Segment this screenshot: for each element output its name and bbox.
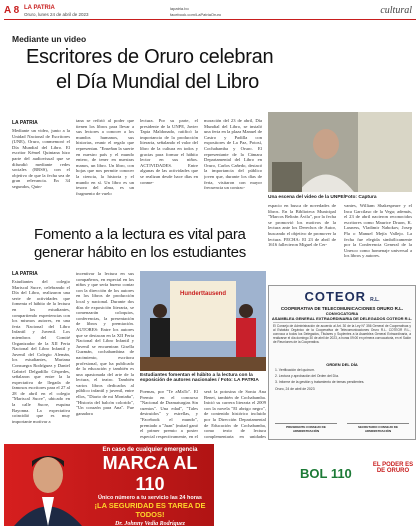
article2-headline-1: Fomento a la lectura es vital para <box>34 226 246 243</box>
banner-line4: ¡LA SEGURIDAD ES TAREA DE TODOS! <box>94 501 206 519</box>
article2-photo-caption: Estudiantes fomentan el hábito a la lectura con la exposición de autores nacionales / Foto: LA PATRIA <box>140 373 259 383</box>
article1-col2: tana se refirió al poder que tienen los libros para llevar a sus lectores a conocer a los mundos humanos, sus historias, reunir el regalo que representan. "Enseñan la suerte en nuestro país y el mundo entero, de tener en nuestras manos, un libro. Un libro, con hojas que nos permite conocer la ciencia, la historia y el mundo en sí. Un libro es un tesoro del alma, es un fragmento de vuelo <box>76 118 134 196</box>
article1-headline-1: Escritores de Oruro celebran <box>26 46 274 68</box>
bol110-logo: BOL 110 <box>300 466 352 481</box>
coteor-body: El Consejo de Administración de acuerdo al Art. 30 de la Ley N° 356 General de Cooperativas y al Estatuto Orgánico de la Cooperativa de Telecomunicaciones Oruro R.L. COTEOR R.L., convoca a todos los Delegados, Titulares y Suplentes a la Asamblea General Extraordinaria, a realizarse el día domingo 30 de abril de 2023, a horas 09:00 en primera convocatoria, en el Salón de Reuniones de la Cooperativa. <box>273 324 411 344</box>
article1-headline-2: el Día Mundial del Libro <box>56 71 259 93</box>
page-number: A 8 <box>4 5 20 16</box>
banner-text-block <box>90 447 210 527</box>
article2-col3: Poemas, por "Te aMaTo". El Premio en el concurso "Nacional de Dramaturgias Sin cuentos". Una edad", "Tales destruidos" y estrellas, y "Facebook el mundo", premiado a "Juan" (mitad ganó el primer premio a poster especial respectivamente, en el <box>140 389 198 439</box>
photo2-sign-text: Hunderttausend <box>179 291 227 297</box>
coteor-orden: ORDEN DEL DÍA <box>326 362 358 367</box>
oruro-poder-logo: EL PODER ES DE ORURO <box>372 462 414 474</box>
coteor-item1: 1. Verificación del quórum. <box>275 368 315 372</box>
article1-col3: lectura. Por su parte, el presidente de la UNPE, Javier Tapia Maldonado, ratificó la importancia de la producción literaria, señalando el valor del libro de la cultura en todos y gracias para formar el hábito lector en sus niños. ACTIVIDADES. Entre algunas de las actividades que se realizan desde hace días en conme- <box>140 118 198 185</box>
governor-portrait <box>8 447 88 526</box>
coteor-footer: Oruro, 24 de abril de 2023 <box>275 387 315 391</box>
students-photo-image <box>140 271 266 371</box>
coteor-item3: 3. Informe de la gestión y tratamiento de temas pendientes. <box>275 380 365 384</box>
coteor-convocatoria: CONVOCATORIA <box>325 311 359 316</box>
header-rule <box>4 19 416 20</box>
article1-photo-caption: Una escena del video de la UNPE/Foto: Captura <box>268 195 377 200</box>
issue-date: Oruro, lunes 24 de abril de 2023 <box>24 12 89 17</box>
video-still-image <box>268 112 412 192</box>
banner-signature: Dr. Johnny Vedia Rodríguez <box>114 521 186 527</box>
article1-kicker: Mediante un video <box>12 34 87 44</box>
ad-rule <box>273 322 411 323</box>
coteor-title: COOPERATIVA DE TELECOMUNICACIONES ORURO R.L. <box>280 306 404 311</box>
banner-line1: En caso de cualquier emergencia <box>102 447 198 453</box>
coteor-ad <box>268 285 416 440</box>
article1-col4: moración del 23 de abril, Día Mundial del Libro, se instaló una feria en la plaza Manuel de Castro y Padilla con expositores de La Paz, Potosí, Cochabamba y Oruro. El representante de la Cámara Departamental del Libro en Oruro, Carlos Cañedo, destacó la importancia del público joven que, durante los días de feria, visitaron con mayor frecuencia un contrac- <box>204 118 262 191</box>
article1-col1: Mediante un video, junto a la Unidad Nacional de Escritores (UNE), Oruro, conmemoró el Día Mundial del Libro. El escritor Kémel Quintana hizo parte del audiovisual que se difundió mediante redes sociales (RRSS), con el objetivo de que la fecha sea de gran relevancia. En 34 segundos, Quin- <box>12 128 70 189</box>
article2-photo <box>140 271 266 371</box>
article1-photo <box>268 112 412 192</box>
article1-byline: LA PATRIA <box>12 120 38 126</box>
article2-byline: LA PATRIA <box>12 271 38 277</box>
coteor-subtitle: ASAMBLEA GENERAL EXTRAORDINARIA DE DELEGADOS COTEOR R.L. <box>271 316 413 321</box>
coteor-sign-left: PRESIDENTE CONSEJO DE ADMINISTRACIÓN <box>275 423 337 433</box>
article1-col6: vantes, William Shakespeare y el Inca Garcilaso de la Vega; además, el 23 de abril nacieron reconocidos escritores como Maurice Druon, K. Laxness, Vladimir Nabokov, Josep Pla o Manuel Mejía Vallejo. La fecha fue elegida simbólicamente por la Conferencia General de la Unesco como homenaje universal a los libros y autores. <box>344 203 412 259</box>
newspaper-logo: LA PATRIA <box>24 5 55 11</box>
coteor-logo: COTEOR <box>304 289 367 304</box>
article2-headline-2: generar hábito en los estudiantes <box>34 244 246 261</box>
article2-col2: incentivar la lectura en sus compañeros, en especial en los niños y que sería bueno contar con la dirección de los autores en los libros de producción local y nacional. Durante dos días de exposición literaria, se comenzarán coloquios, conferencias, la presentación de libros y premiación. AUTORES: Entre los autores que se destacan en la XII Feria Nacional del Libro Infantil y Juvenil se encuentran Gisella Guzmán, cochabambina de nacimiento, escritora profesional, que ha publicado de la educación y también es una apasionada del arte de la lectura, el teatro. También varios libros dedicados al público infantil y juvenil, entre ellos, "Diario de mi Montaña", "Historia del balcón colorido", "Un corazón para Ana". Fue ganadora <box>76 271 134 416</box>
coteor-sign-right: SECRETARIO CONSEJO DE ADMINISTRACIÓN <box>347 423 409 433</box>
banner-line2: MARCA AL 110 <box>102 453 198 494</box>
article1-col5: espacio en busca de novedades de libros. En la Biblioteca Municipal "Marcos Beltrán Ávila", por la fecha se promovió los motivos de la lectura ante los Derechos de Autor, buscando el objetivo de promover la lectura. FECHA: El 23 de abril de 1616 fallecieron Miguel de Cer- <box>268 203 336 248</box>
website-link[interactable]: lapatria.bo <box>170 6 189 11</box>
coteor-item2: 2. Lectura y aprobación del Orden del Día. <box>275 374 339 378</box>
article2-col1: Estudiantes del colegio Mariscal Sucre, celebrando el Día del Libro, realizaron una serie de actividades que fomenta el hábito de la lectura en los estudiantes, compartiendo experiencias con los mismos autores, en una feria Nacional del Libro Infantil y Juvenil. Los miembros del Comité Organizador de la XII Feria Nacional del Libro Infantil y Juvenil del Colegio Alemán, los estudiantes, Mariana Consuegra Rodríguez y Daniel Gabriel Delgadillo Céspedes, señalaron que entre la la expectativa de llegada de famosos escritores para el 27 al 28 de abril en el colegio "Mariscal Sucre", ubicado en la calle Sucre, esquina Bayonna. La expectativa coincidió que es muy importante motivar a <box>12 279 70 424</box>
banner-line3: Único número a tu servicio las 24 horas <box>98 495 202 501</box>
section-name: cultural <box>380 5 412 16</box>
coteor-suffix: R.L. <box>370 297 380 303</box>
article2-col4: será la potosina de Sonia Ana Benet, también de Cochabamba. Inició su carrera literaria el 2009 con la novela "El abrigo negro", de contenido histórico incluido por la Dirección Departamental de Educación de Cochabamba, como texto de lectura complementaria en unidades <box>204 389 266 439</box>
social-link[interactable]: facebook.com/LaPatriaOruro <box>170 12 222 17</box>
